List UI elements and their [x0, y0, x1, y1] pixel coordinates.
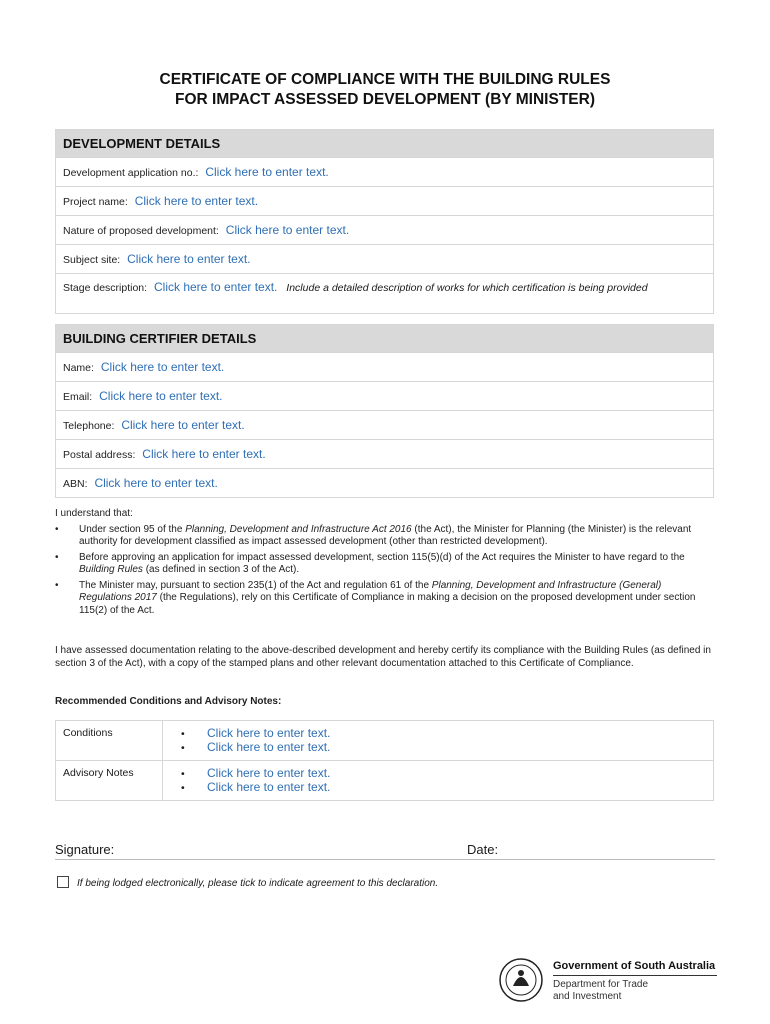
nature-label: Nature of proposed development:	[63, 225, 219, 237]
certifier-name-field[interactable]: Click here to enter text.	[100, 360, 225, 374]
understanding-item: • Before approving an application for impact assessed development, section 115(5)(d) of the Act requires the Minister to have regard to the Building Rules (as defined in section 3 of the Act).	[55, 551, 685, 575]
certifier-email-field[interactable]: Click here to enter text.	[99, 389, 223, 403]
understanding-block	[55, 508, 715, 620]
conditions-row: Conditions • Click here to enter text. • Click here to enter text.	[56, 721, 713, 760]
advisory-row: Advisory Notes • Click here to enter text. • Click here to enter text.	[56, 760, 713, 800]
certifier-email-label: Email:	[63, 391, 93, 403]
department-line-1: Department for Trade	[553, 979, 649, 990]
certifier-telephone-row	[56, 410, 713, 439]
government-logo	[498, 954, 718, 1004]
signature-line[interactable]	[55, 842, 715, 860]
project-name-label: Project name:	[63, 196, 128, 208]
app-no-label: Development application no.:	[63, 167, 199, 179]
project-name-field[interactable]: Click here to enter text.	[134, 194, 259, 208]
stage-field[interactable]: Click here to enter text.	[153, 280, 278, 294]
development-details-section	[55, 129, 714, 314]
certifier-postal-field[interactable]: Click here to enter text.	[142, 447, 266, 461]
date-label: Date:	[467, 842, 499, 857]
certifier-details-section	[55, 324, 714, 498]
advisory-label: Advisory Notes	[56, 761, 163, 800]
subject-site-row	[56, 244, 713, 273]
condition-field-1[interactable]: Click here to enter text.	[207, 726, 331, 740]
certifier-details-heading: BUILDING CERTIFIER DETAILS	[56, 325, 713, 352]
understanding-list	[55, 524, 715, 618]
conditions-label: Conditions	[56, 721, 163, 760]
title-line-2: FOR IMPACT ASSESSED DEVELOPMENT (BY MINISTER)	[175, 91, 595, 108]
understand-intro: I understand that:	[55, 508, 133, 519]
certifier-postal-label: Postal address:	[63, 449, 136, 461]
app-no-field[interactable]: Click here to enter text.	[205, 165, 329, 179]
certifier-name-row	[56, 352, 713, 381]
stage-note: Include a detailed description of works for which certification is being provided	[286, 282, 648, 294]
nature-field[interactable]: Click here to enter text.	[225, 223, 350, 237]
certify-statement: I have assessed documentation relating to the above-described development and hereby certify its compliance with the Building Rules (as defined in section 3 of the Act), with a copy of the stamped plans and other relevant documentation attached to this Certificate of Compliance.	[55, 645, 711, 669]
project-name-row	[56, 186, 713, 215]
subject-site-label: Subject site:	[63, 254, 121, 266]
subject-site-field[interactable]: Click here to enter text.	[127, 252, 251, 266]
understanding-item: • The Minister may, pursuant to section 235(1) of the Act and regulation 61 of the Planning, Development and Infrastructure (General) Regulations 2017 (the Regulations), rely on this Certificate of Compliance in making a decision on the proposed development under section 115(2) of the Act.	[55, 579, 696, 616]
certifier-telephone-field[interactable]: Click here to enter text.	[121, 418, 245, 432]
development-details-heading: DEVELOPMENT DETAILS	[56, 130, 713, 157]
understanding-item: • Under section 95 of the Planning, Development and Infrastructure Act 2016 (the Act), the Minister for Planning (the Minister) is the relevant authority for development classified as impact assessed development (other than restricted development).	[55, 523, 692, 547]
page-title	[55, 70, 715, 110]
certifier-abn-label: ABN:	[63, 478, 88, 490]
advisory-field-1[interactable]: Click here to enter text.	[207, 766, 331, 780]
nature-row	[56, 215, 713, 244]
app-no-row	[56, 157, 713, 186]
certifier-abn-row	[56, 468, 713, 497]
declaration-text: If being lodged electronically, please tick to indicate agreement to this declaration.	[77, 878, 439, 889]
signature-label: Signature:	[55, 842, 115, 857]
title-line-1: CERTIFICATE OF COMPLIANCE WITH THE BUILDING RULES	[159, 71, 611, 88]
recommended-heading: Recommended Conditions and Advisory Notes:	[55, 696, 282, 707]
certifier-telephone-label: Telephone:	[63, 420, 115, 432]
government-name: Government of South Australia	[553, 960, 716, 972]
sa-crest-icon	[498, 956, 544, 1004]
certifier-email-row	[56, 381, 713, 410]
certifier-abn-field[interactable]: Click here to enter text.	[94, 476, 218, 490]
certifier-postal-row	[56, 439, 713, 468]
condition-field-2[interactable]: Click here to enter text.	[207, 740, 331, 754]
stage-row	[56, 273, 713, 313]
advisory-field-2[interactable]: Click here to enter text.	[207, 780, 331, 794]
stage-label: Stage description:	[63, 282, 148, 294]
certifier-name-label: Name:	[63, 362, 94, 374]
declaration-checkbox[interactable]	[57, 876, 69, 888]
conditions-table	[55, 720, 714, 801]
department-line-2: and Investment	[553, 991, 622, 1002]
